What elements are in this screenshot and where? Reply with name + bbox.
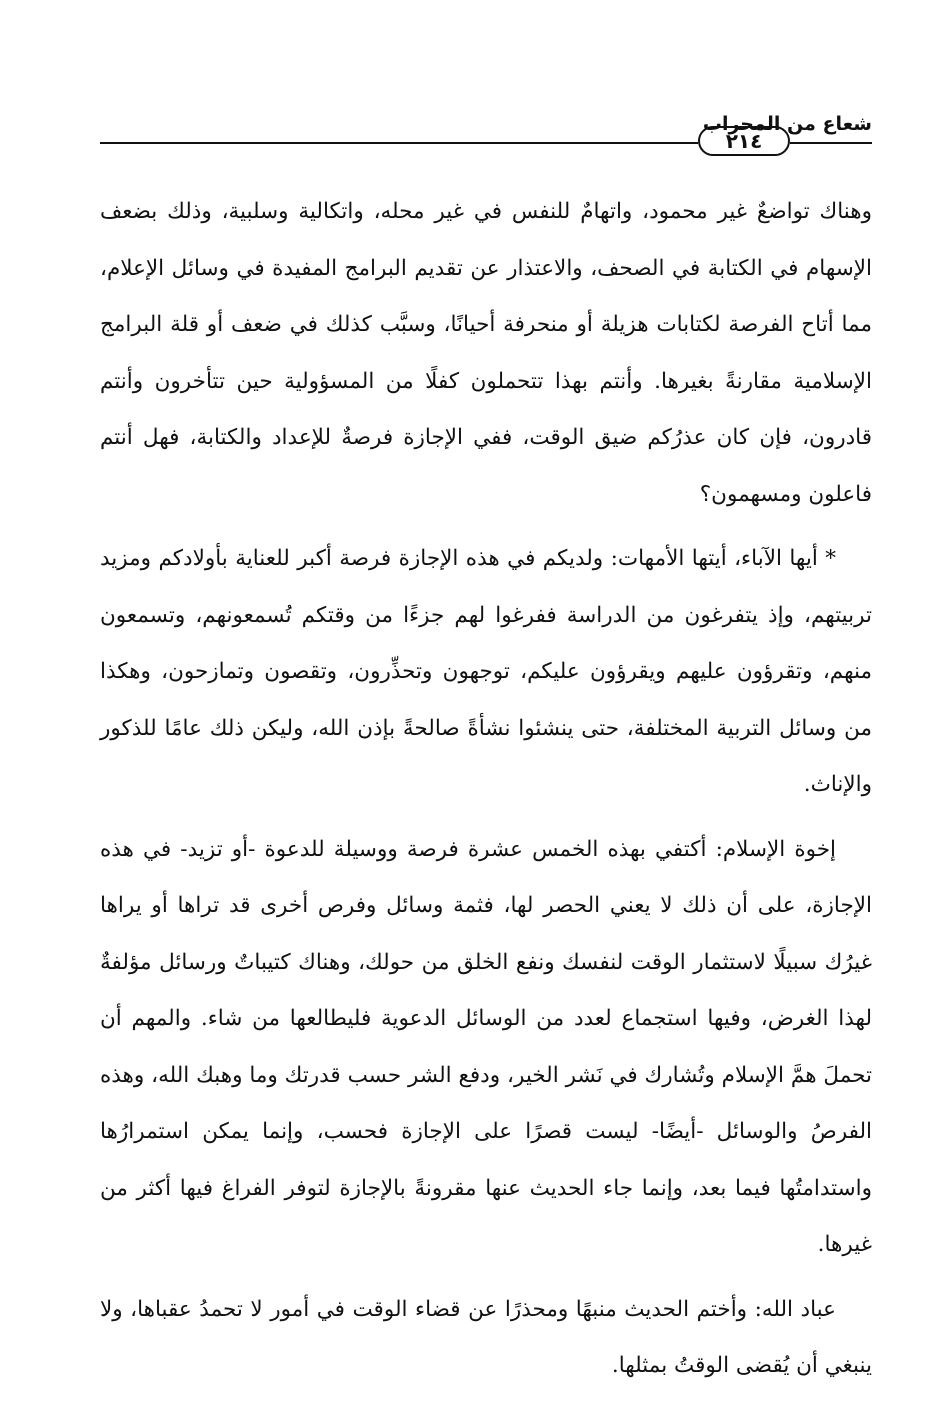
paragraph-3: إخوة الإسلام: أكتفي بهذه الخمس عشرة فرصة ووسيلة للدعوة -أو تزيد- في هذه الإجازة، على أن ذلك لا يعني الحصر لها، فثمة وسائل وفرص أخرى قد تراها أو يراها غيرُك سبيلًا لاستثمار الوقت لنفسك ونفع الخلق من حولك، وهناك كتيباتٌ ورسائل مؤلفةٌ لهذا الغرض، وفيها استجماع لعدد من الوسائل الدعوية فليطالعها من شاء. والمهم أن تحملَ همَّ الإسلام وتُشارك في نَشر الخير، ودفع الشر حسب قدرتك وما وهبك الله، وهذه الفرصُ والوسائل -أيضًا- ليست قصرًا على الإجازة فحسب، وإنما يمكن استمرارُها واستدامتُها فيما بعد، وإنما جاء الحديث عنها مقرونةً بالإجازة لتوفر الفراغ فيها أكثر من غيرها. — [100, 836, 872, 1257]
paragraph-4: عباد الله: وأختم الحديث منبهًا ومحذرًا عن قضاء الوقت في أمور لا تحمدُ عقباها، ولا ينبغي أن يُقضى الوقتُ بمثلها. — [100, 1296, 872, 1378]
page-number: ٢١٤ — [698, 126, 790, 156]
page-body — [100, 184, 872, 1403]
paragraph-1: وهناك تواضعٌ غير محمود، واتهامٌ للنفس في غير محله، واتكالية وسلبية، وذلك بضعف الإسهام في الكتابة في الصحف، والاعتذار عن تقديم البرامج المفيدة في وسائل الإعلام، مما أتاح الفرصة لكتابات هزيلة أو منحرفة أحيانًا، وسبَّب كذلك في ضعف أو قلة البرامج الإسلامية مقارنةً بغيرها. وأنتم بهذا تتحملون كفلًا من المسؤولية حين تتأخرون وأنتم قادرون، فإن كان عذرُكم ضيق الوقت، ففي الإجازة فرصةٌ للإعداد والكتابة، فهل أنتم فاعلون ومسهمون؟ — [100, 199, 872, 507]
header-rule-left — [100, 142, 698, 144]
header-rule-right — [790, 142, 872, 144]
page-header — [100, 104, 872, 164]
book-title: شعاع من المحراب — [702, 113, 872, 135]
paragraph-2: * أيها الآباء، أيتها الأمهات: ولديكم في هذه الإجازة فرصة أكبر للعناية بأولادكم ومزيد تربيتهم، وإذ يتفرغون من الدراسة ففرغوا لهم جزءًا من وقتكم تُسمعونهم، وتسمعون منهم، وتقرؤون عليهم ويقرؤون عليكم، توجهون وتحذِّرون، وتقصون وتمازحون، وهكذا من وسائل التربية المختلفة، حتى ينشئوا نشأةً صالحةً بإذن الله، وليكن ذلك عامًا للذكور والإناث. — [100, 546, 872, 797]
